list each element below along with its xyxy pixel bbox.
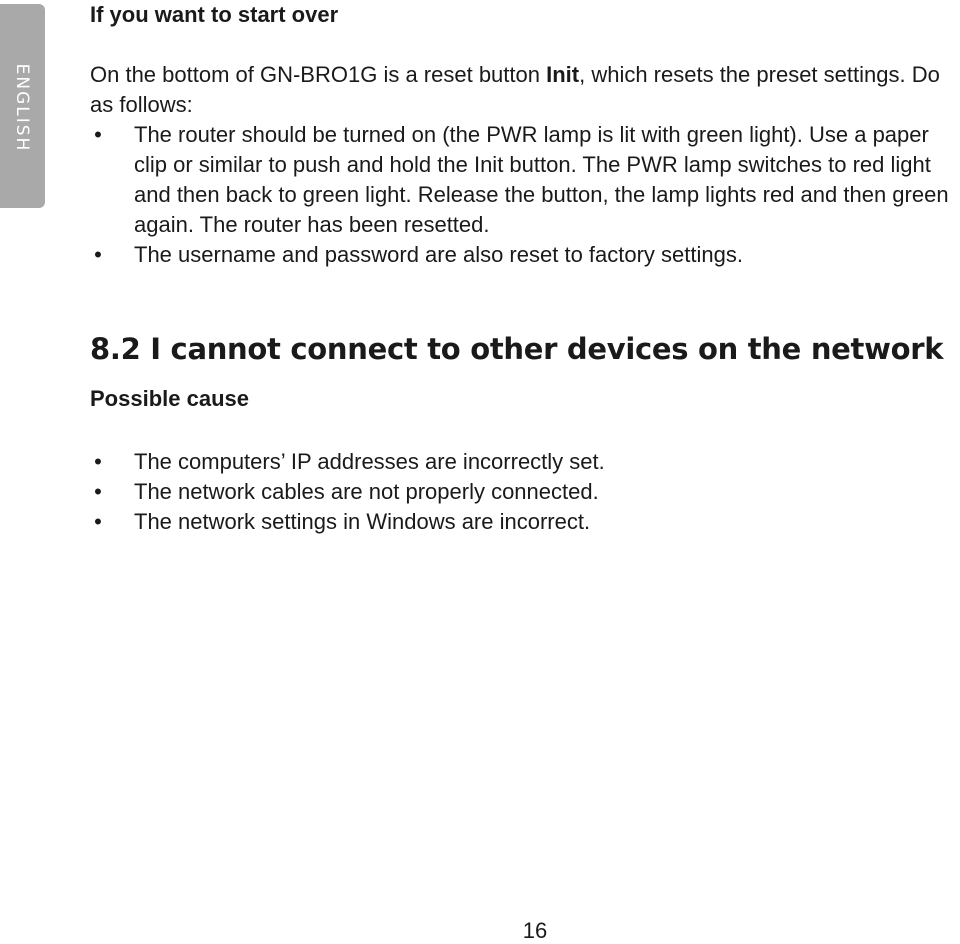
intro-text-start: On the bottom of GN-BRO1G is a reset button: [90, 62, 547, 87]
list-item-text: The network settings in Windows are incorrect.: [134, 509, 591, 534]
intro-text-end: , which resets the preset settings. Do as follows:: [90, 62, 940, 117]
reset-steps-list: [90, 120, 960, 270]
list-item-text: The computers’ IP addresses are incorrectly set.: [134, 449, 605, 474]
list-item-text: The username and password are also reset to factory settings.: [134, 242, 743, 267]
list-item: [90, 507, 960, 537]
intro-paragraph: [90, 60, 950, 120]
possible-cause-subheading: Possible cause: [90, 386, 249, 411]
section-heading: 8.2 I cannot connect to other devices on the network: [90, 332, 944, 366]
list-item: [90, 447, 960, 477]
language-tab-label: ENGLISH: [12, 63, 32, 153]
language-tab: [0, 4, 45, 208]
possible-causes-list: [90, 447, 960, 537]
page-number: 16: [522, 918, 548, 943]
list-item: [90, 120, 960, 240]
bullet-icon: •: [94, 122, 102, 147]
bullet-icon: •: [94, 242, 102, 267]
section-title: If you want to start over: [90, 2, 339, 27]
list-item: [90, 477, 960, 507]
list-item: [90, 240, 960, 270]
bullet-icon: •: [94, 479, 102, 504]
list-item-text: The network cables are not properly connected.: [134, 479, 599, 504]
list-item-text: The router should be turned on (the PWR lamp is lit with green light). Use a paper clip or similar to push and hold the Init button. The PWR lamp switches to red light and then back to green light. Release the button, the lamp lights red and then green again. The router has been resetted.: [134, 122, 949, 237]
bullet-icon: •: [94, 449, 102, 474]
bullet-icon: •: [94, 509, 102, 534]
init-button-name: Init: [546, 62, 580, 87]
